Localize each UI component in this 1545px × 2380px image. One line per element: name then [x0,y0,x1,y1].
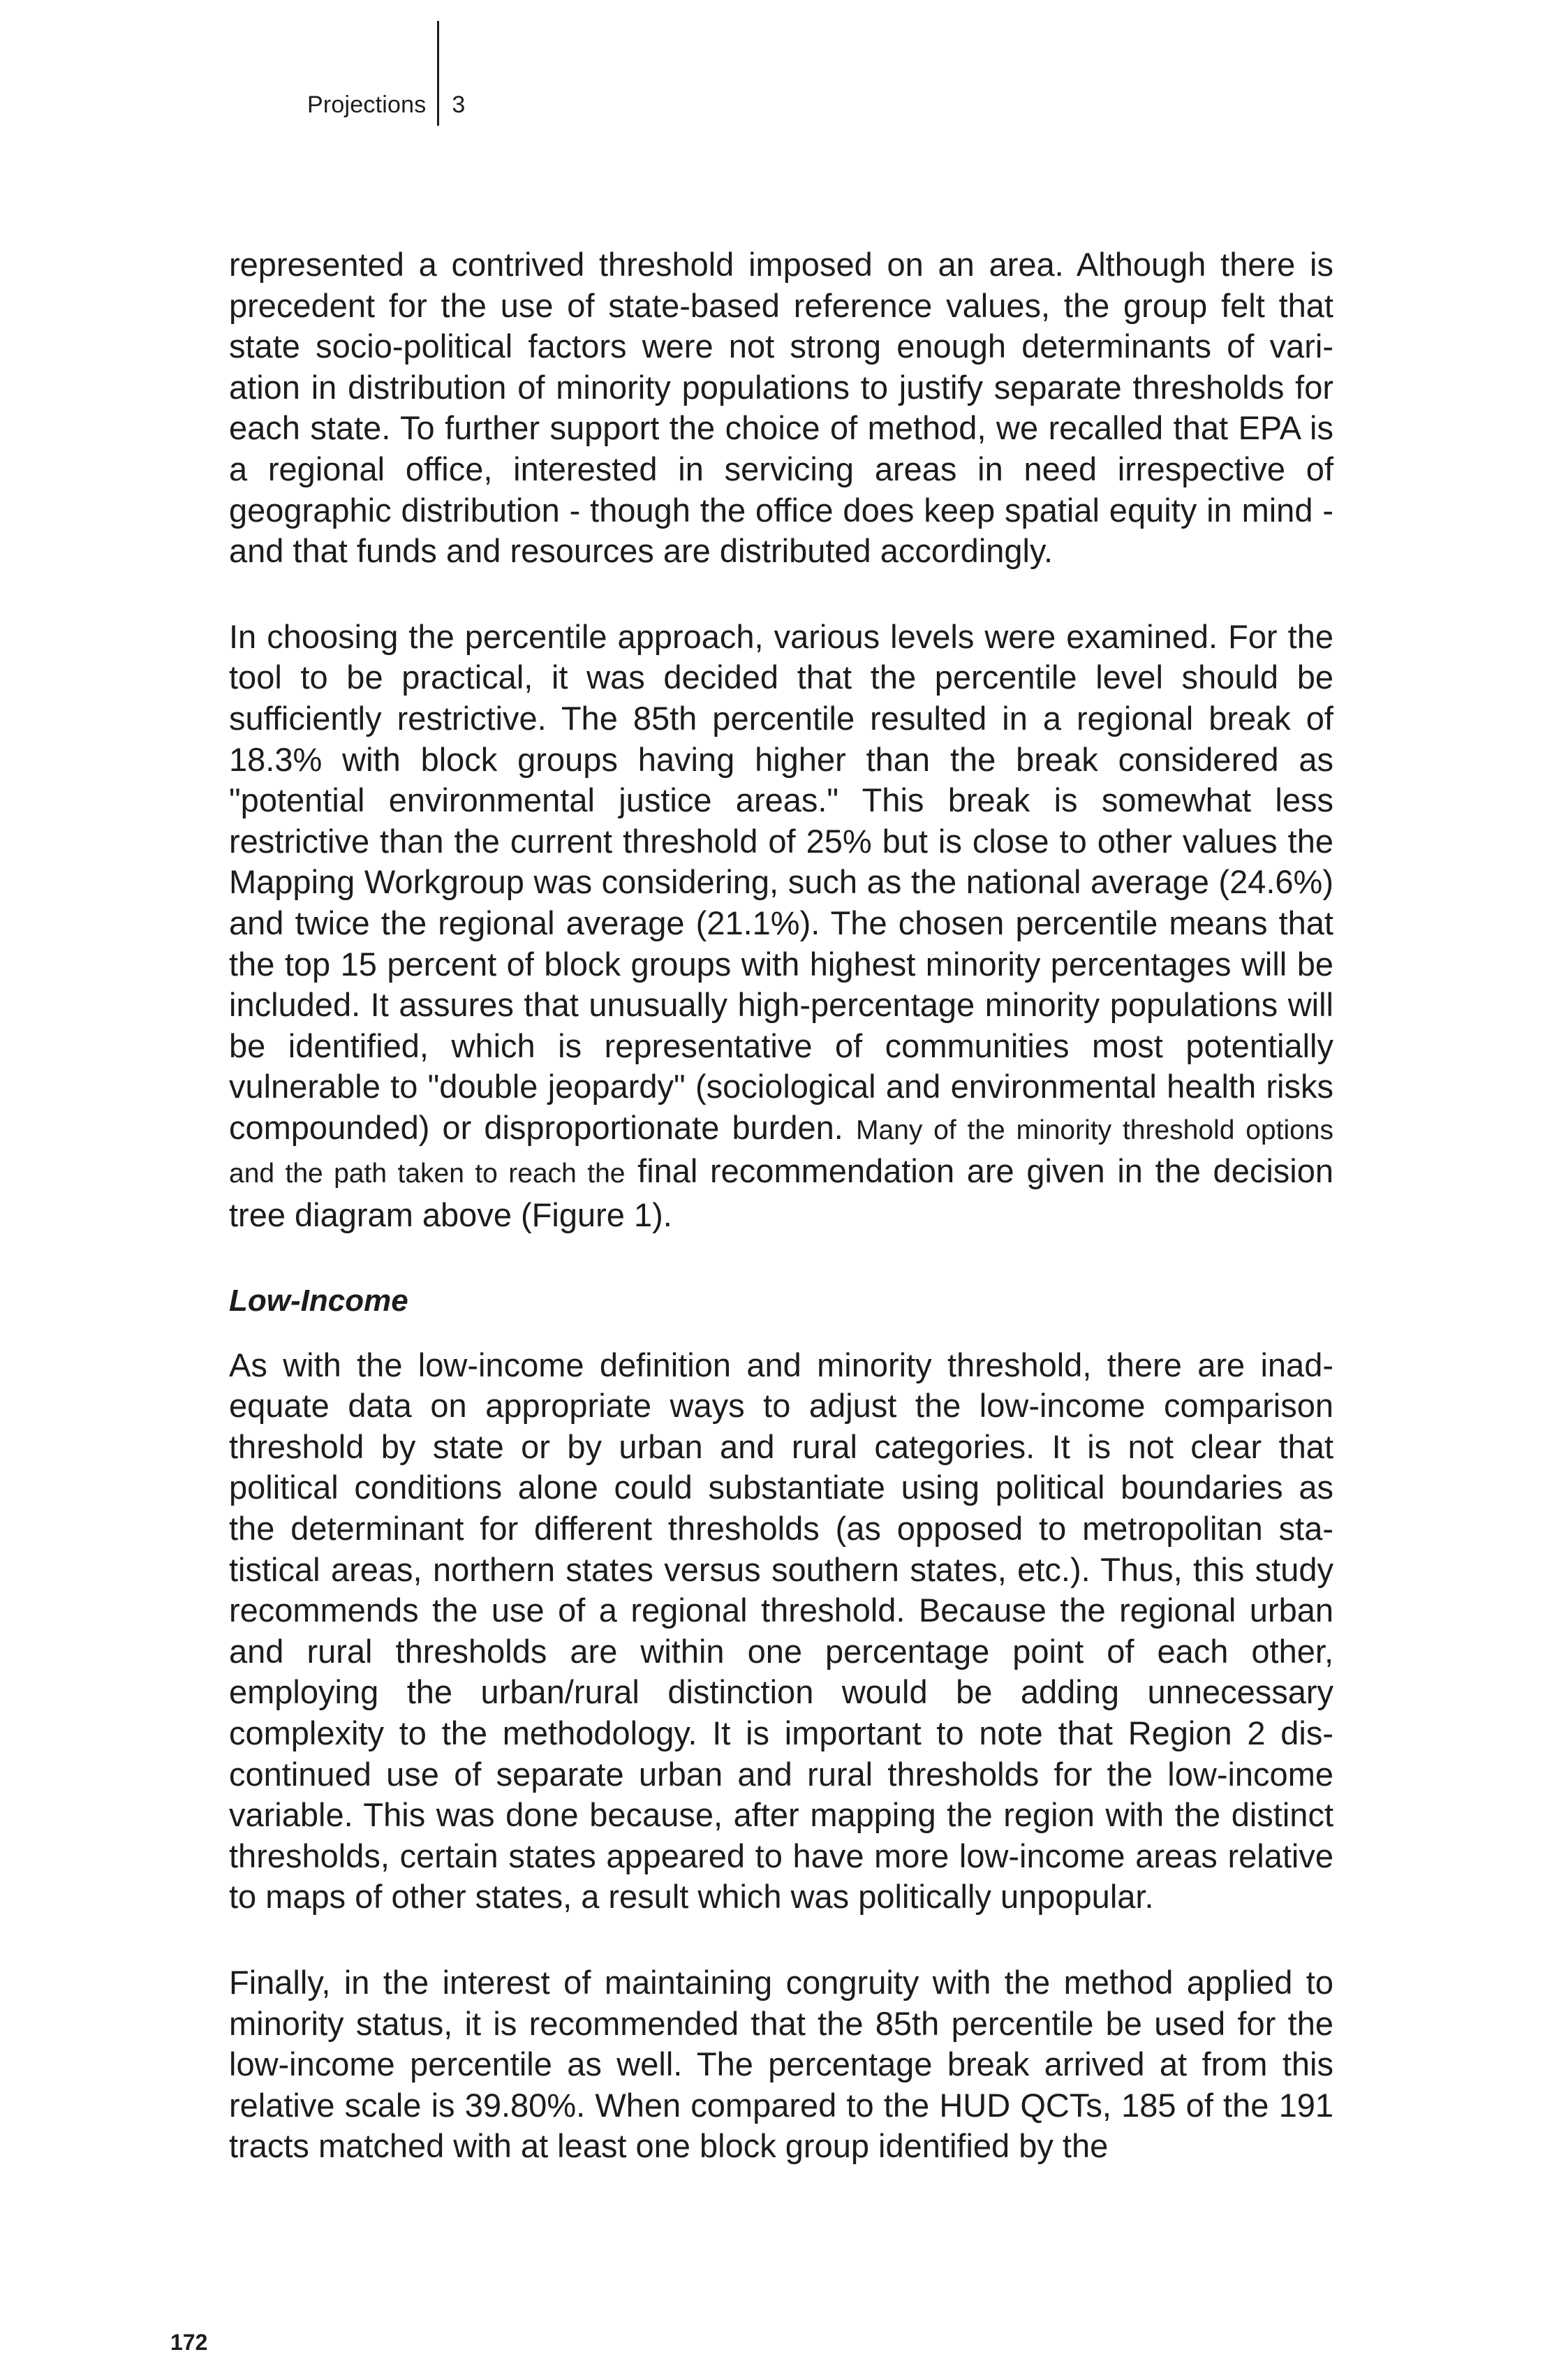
running-head [307,84,465,126]
running-head-divider [437,21,439,126]
running-head-title: Projections [307,91,427,118]
paragraph-2 [229,617,1333,1236]
body-text [229,244,1333,2212]
paragraph-4: Finally, in the interest of maintaining congruity with the method applied to minority status, it is recommended that the 85th percentile be used for the low-income percentile as well. The percentage break arrived at from this relative scale is 39.80%. When compared to the HUD QCTs, 185 of the 191 tracts matched with at least one block group identified by the [229,1963,1333,2165]
paragraph-1: represented a contrived threshold imposed on an area. Although there is precedent for the use of state-based reference values, the group felt that state socio-political factors were not strong enough determinants of variation in distribution of minority populations to justify separate thresholds for each state. To further support the choice of method, we recalled that EPA is a regional office, interested in servicing areas in need irrespective of geographic distribution - though the office does keep spatial equity in mind - and that funds and resources are distributed accordingly. [229,246,1333,570]
paragraph-3: As with the low-income definition and minority threshold, there are inadequate data on appropriate ways to adjust the low-income comparison threshold by state or by urban and rural categories. It is not clear that political conditions alone could substantiate using political boundaries as the determinant for different thresholds (as opposed to metropolitan statistical areas, northern states versus southern states, etc.). Thus, this study recommends the use of a regional threshold. Because the regional urban and rural thresholds are within one percentage point of each other, employing the urban/rural distinction would be adding unnecessary complexity to the methodology. It is important to note that Region 2 discontinued use of separate urban and rural thresholds for the low-income variable. This was done because, after mapping the region with the distinct thresholds, certain states appeared to have more low-income areas relative to maps of other states, a result which was politically unpopular. [229,1346,1333,1916]
paragraph-2-end: final recommendation are given in the decision tree diagram above (Figure 1). [229,1152,1333,1234]
paragraph-2-main: In choosing the percentile approach, various levels were examined. For the tool to be practical, it was decided that the percentile level should be sufficiently restrictive. The 85th percentile resulted in a regional break of 18.3% with block groups having higher than the break considered as "potential environmental justice areas." This break is somewhat less restrictive than the current threshold of 25% but is close to other values the Mapping Workgroup was considering, such as the national average (24.6%) and twice the regional average (21.1%). The chosen percentile means that the top 15 percent of block groups with highest minority percentages will be included. It assures that unusually high-percentage minority populations will be identified, which is representative of communities most potentially vulnerable to "double jeopardy" (sociological and environmental health risks compounded) or disproportionate burden. [229,617,1333,1146]
paragraph-2-small-line: Many of the minority threshold options and the path taken to reach the [229,1115,1333,1189]
running-head-chapter-number: 3 [452,91,466,118]
section-heading-low-income: Low-Income [229,1283,408,1318]
page-number: 172 [170,2330,208,2355]
